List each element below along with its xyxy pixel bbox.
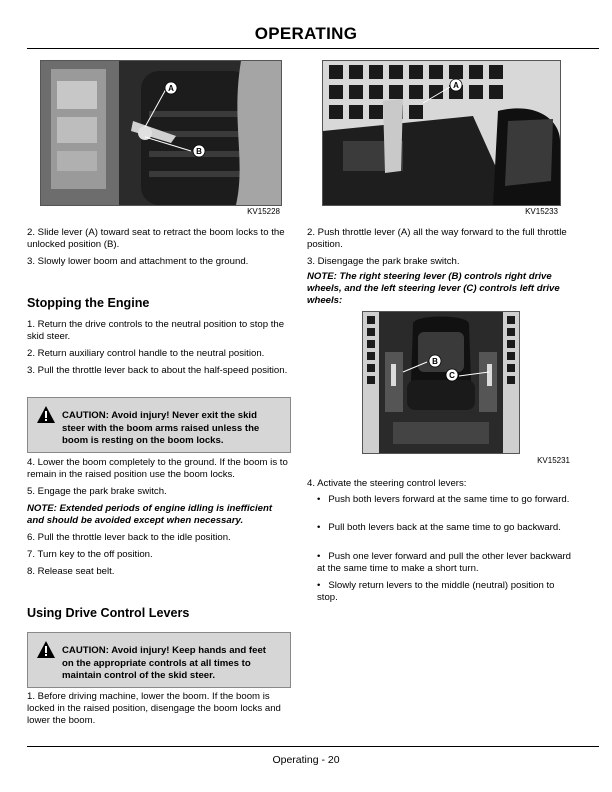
steering-note: NOTE: The right steering lever (B) controls right drive wheels, and the left steering lever (C) controls left drive wheels: xyxy=(307,271,560,307)
callout-a: A xyxy=(453,81,459,90)
photo-code: KV15231 xyxy=(537,456,570,465)
step-3-lower-boom: 3. Slowly lower boom and attachment to the ground. xyxy=(27,256,249,267)
step-3-park-brake: 3. Disengage the park brake switch. xyxy=(307,256,460,267)
stop-step-2: 2. Return auxiliary control handle to the neutral position. xyxy=(27,348,265,359)
bullet-backward: • Pull both levers back at the same time to go backward. xyxy=(317,522,561,533)
drive-step-1: 1. Before driving machine, lower the boom. If the boom is locked in the raised position, disengage the boom locks and lower the boom. xyxy=(27,691,281,727)
photo-code: KV15228 xyxy=(247,207,280,216)
idle-note: NOTE: Extended periods of engine idling is inefficient and should be avoided except when necessary. xyxy=(27,503,273,527)
step-4-steering: 4. Activate the steering control levers: xyxy=(307,478,467,489)
steering-levers-photo xyxy=(362,311,520,454)
warning-icon xyxy=(36,405,56,425)
bullet-short-turn: • Push one lever forward and pull the other lever backward at the same time to make a short turn. xyxy=(317,551,572,575)
step-2-throttle: 2. Push throttle lever (A) all the way forward to the full throttle position. xyxy=(307,227,567,251)
throttle-lever-photo xyxy=(322,60,561,206)
caution-text: CAUTION: Avoid injury! Never exit the skid steer with the boom arms raised unless the boom is resting on the boom locks. xyxy=(62,410,260,446)
boom-lock-photo xyxy=(40,60,282,206)
header-rule xyxy=(27,48,599,49)
stop-step-5: 5. Engage the park brake switch. xyxy=(27,486,167,497)
stop-step-4: 4. Lower the boom completely to the ground. If the boom is to remain in the raised position use the boom locks. xyxy=(27,457,288,481)
footer-rule xyxy=(27,746,599,747)
section-heading-stopping: Stopping the Engine xyxy=(27,296,150,310)
stop-step-6: 6. Pull the throttle lever back to the idle position. xyxy=(27,532,231,543)
caution-box-boom xyxy=(27,397,291,453)
stop-step-7: 7. Turn key to the off position. xyxy=(27,549,153,560)
bullet-forward: • Push both levers forward at the same time to go forward. xyxy=(317,494,570,505)
stop-step-8: 8. Release seat belt. xyxy=(27,566,115,577)
caution-text: CAUTION: Avoid injury! Keep hands and feet on the appropriate controls at all times to maintain control of the skid steer. xyxy=(62,645,266,681)
page-footer: Operating - 20 xyxy=(272,754,340,766)
bullet-stop: • Slowly return levers to the middle (neutral) position to stop. xyxy=(317,580,555,604)
photo-code: KV15233 xyxy=(525,207,558,216)
stop-step-3: 3. Pull the throttle lever back to about the half-speed position. xyxy=(27,365,288,376)
section-heading-drive: Using Drive Control Levers xyxy=(27,606,190,620)
callout-a: A xyxy=(168,84,174,93)
stop-step-1: 1. Return the drive controls to the neutral position to stop the skid steer. xyxy=(27,319,285,343)
step-2-boom-lock: 2. Slide lever (A) toward seat to retract the boom locks to the unlocked position (B). xyxy=(27,227,285,251)
callout-c: C xyxy=(449,371,455,380)
caution-box-controls xyxy=(27,632,291,688)
callout-b: B xyxy=(196,147,202,156)
warning-icon xyxy=(36,640,56,660)
page-title: OPERATING xyxy=(254,24,358,43)
callout-b: B xyxy=(432,357,438,366)
